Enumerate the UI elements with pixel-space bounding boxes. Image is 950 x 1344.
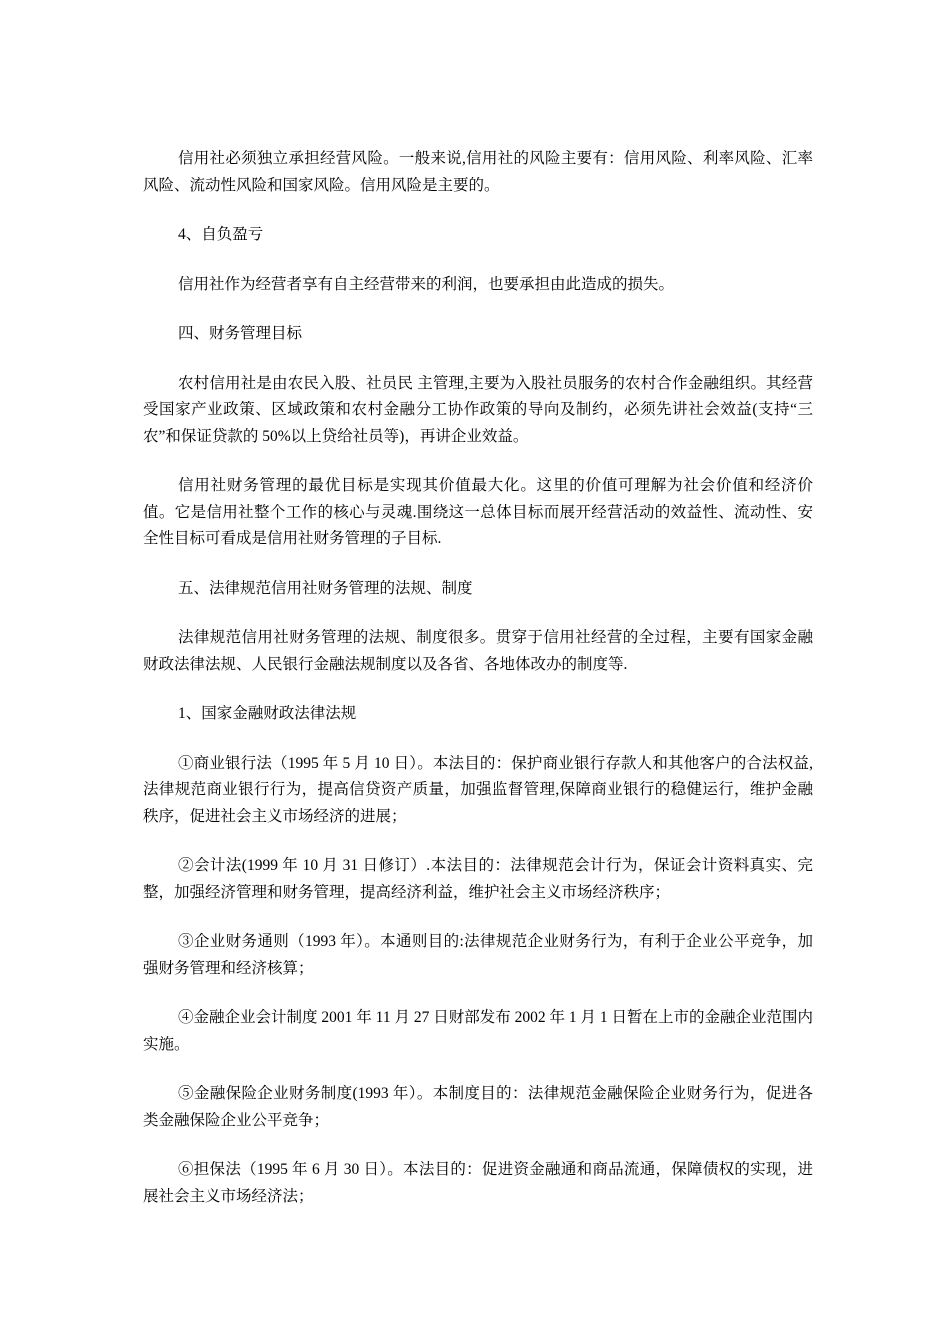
heading-national-laws: 1、国家金融财政法律法规	[178, 705, 357, 722]
list-item-accounting-law: ②会计法(1999 年 10 月 31 日修订）.本法目的：法律规范会计行为，保证会计资料真实、完整，加强经济管理和财务管理，提高经济利益，维护社会主义市场经济秩序；	[143, 857, 813, 901]
list-item-financial-accounting-system: ④金融企业会计制度 2001 年 11 月 27 日财部发布 2002 年 1 月 1 日暂在上市的金融企业范围内实施。	[143, 1009, 813, 1053]
paragraph-risk-bearing: 信用社必须独立承担经营风险。一般来说,信用社的风险主要有：信用风险、利率风险、汇率风险、流动性风险和国家风险。信用风险是主要的。	[143, 150, 813, 194]
list-item-insurance-finance-system: ⑤金融保险企业财务制度(1993 年）。本制度目的：法律规范金融保险企业财务行为，促进各类金融保险企业公平竞争；	[143, 1085, 813, 1129]
paragraph-optimal-goal: 信用社财务管理的最优目标是实现其价值最大化。这里的价值可理解为社会价值和经济价值。它是信用社整个工作的核心与灵魂.围绕这一总体目标而展开经营活动的效益性、流动性、安全性目标可看成是信用社财务管理的子目标.	[143, 477, 813, 547]
paragraph-regulations-overview: 法律规范信用社财务管理的法规、制度很多。贯穿于信用社经营的全过程，主要有国家金融财政法律法规、人民银行金融法规制度以及各省、各地体改办的制度等.	[143, 629, 813, 673]
heading-financial-goals: 四、财务管理目标	[178, 325, 303, 342]
list-item-commercial-bank-law: ①商业银行法（1995 年 5 月 10 日）。本法目的：保护商业银行存款人和其他客户的合法权益,法律规范商业银行行为，提高信贷资产质量，加强监督管理,保障商业银行的稳健运行，维护金融秩序，促进社会主义市场经济的进展；	[143, 754, 813, 825]
heading-regulations: 五、法律规范信用社财务管理的法规、制度	[178, 579, 473, 597]
list-item-guarantee-law: ⑥担保法（1995 年 6 月 30 日）。本法目的：促进资金融通和商品流通，保障债权的实现，进展社会主义市场经济法；	[143, 1161, 813, 1205]
paragraph-cooperative-nature: 农村信用社是由农民入股、社员民 主管理,主要为入股社员服务的农村合作金融组织。其经营受国家产业政策、区域政策和农村金融分工协作政策的导向及制约，必须先讲社会效益(支持“三农”和保证贷款的 50%以上贷给社员等)，再讲企业效益。	[143, 374, 813, 445]
list-item-enterprise-finance-rules: ③企业财务通则（1993 年）。本通则目的:法律规范企业财务行为，有利于企业公平竞争，加强财务管理和经济核算；	[143, 933, 813, 977]
heading-self-financing: 4、自负盈亏	[178, 226, 264, 243]
document-body	[143, 146, 813, 1233]
paragraph-self-financing: 信用社作为经营者享有自主经营带来的利润，也要承担由此造成的损失。	[178, 275, 675, 293]
